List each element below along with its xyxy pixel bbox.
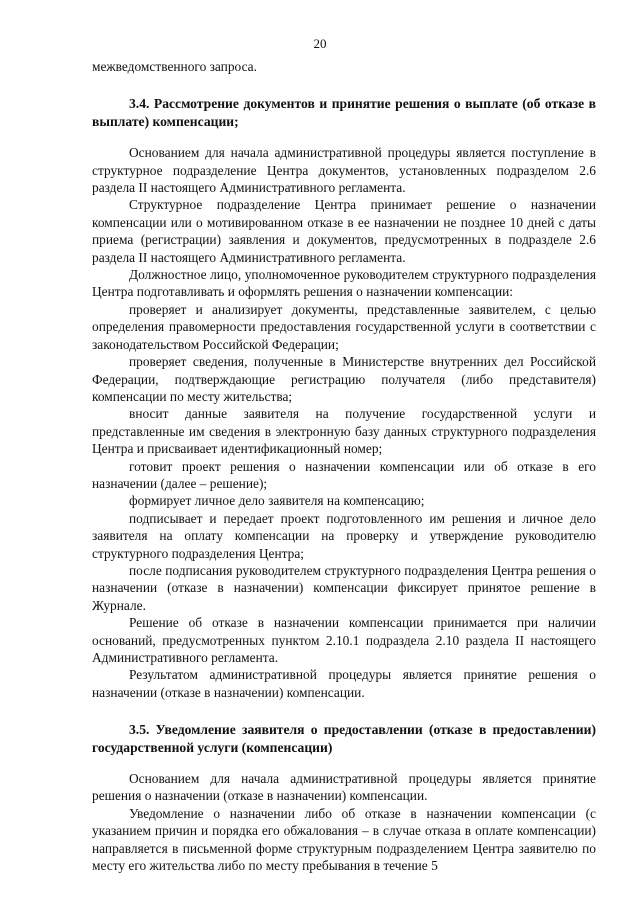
list-item: проверяет сведения, полученные в Министерстве внутренних дел Российской Федерации, подтверждающие регистрацию получателя (либо представителя) компенсации по месту жительства; [92, 354, 596, 404]
paragraph: Результатом административной процедуры является принятие решения о назначении (отказе в назначении) компенсации. [92, 667, 596, 700]
paragraph: Структурное подразделение Центра принимает решение о назначении компенсации или о мотивированном отказе в ее назначении не позднее 10 дней с даты приема (регистрации) заявления и документов, предусмотренных в подразделе 2.6 раздела II настоящего Административного регламента. [92, 197, 596, 265]
continuation-line: межведомственного запроса. [92, 59, 257, 74]
paragraph: Решение об отказе в назначении компенсации принимается при наличии оснований, предусмотренных пунктом 2.10.1 подраздела 2.10 раздела II настоящего Административного регламента. [92, 615, 596, 665]
list-item: готовит проект решения о назначении компенсации или об отказе в его назначении (далее – решение); [92, 458, 596, 491]
list-item: формирует личное дело заявителя на компенсацию; [129, 493, 425, 509]
page-number: 20 [313, 36, 327, 51]
list-item: после подписания руководителем структурного подразделения Центра решения о назначении (отказе в назначении) компенсации фиксирует принятое решение в Журнале. [92, 562, 596, 613]
section-3-5-heading: 3.5. Уведомление заявителя о предоставлении (отказе в предоставлении) государственной услуги (компенсации) [92, 722, 596, 755]
paragraph: Основанием для начала административной процедуры является принятие решения о назначении (отказе в назначении) компенсации. [92, 771, 596, 804]
list-item: проверяет и анализирует документы, представленные заявителем, с целью определения правомерности предоставления государственной услуги в соответствии с законодательством Российской Федерации; [92, 301, 596, 352]
paragraph: Уведомление о назначении либо об отказе в назначении компенсации (с указанием причин и порядка его обжалования – в случае отказа в оплате компенсации) направляется в письменной форме структурным подразделением Центра заявителю по месту его жительства либо по месту пребывания в течение 5 [92, 805, 596, 874]
list-item: подписывает и передает проект подготовленного им решения и личное дело заявителя на оплату компенсации на проверку и утверждение руководителю структурного подразделения Центра; [92, 510, 596, 561]
page-content [92, 58, 596, 874]
list-item: вносит данные заявителя на получение государственной услуги и представленные им сведения в электронную базу данных структурного подразделения Центра и присваивает идентификационный номер; [92, 406, 596, 457]
paragraph: Должностное лицо, уполномоченное руководителем структурного подразделения Центра подготавливать и оформлять решения о назначении компенсации: [92, 267, 596, 300]
paragraph: Основанием для начала административной процедуры является поступление в структурное подразделение Центра документов, установленных подразделом 2.6 раздела II настоящего Административного регламента. [92, 145, 596, 196]
section-3-4-heading: 3.4. Рассмотрение документов и принятие решения о выплате (об отказе в выплате) компенсации; [92, 96, 596, 129]
